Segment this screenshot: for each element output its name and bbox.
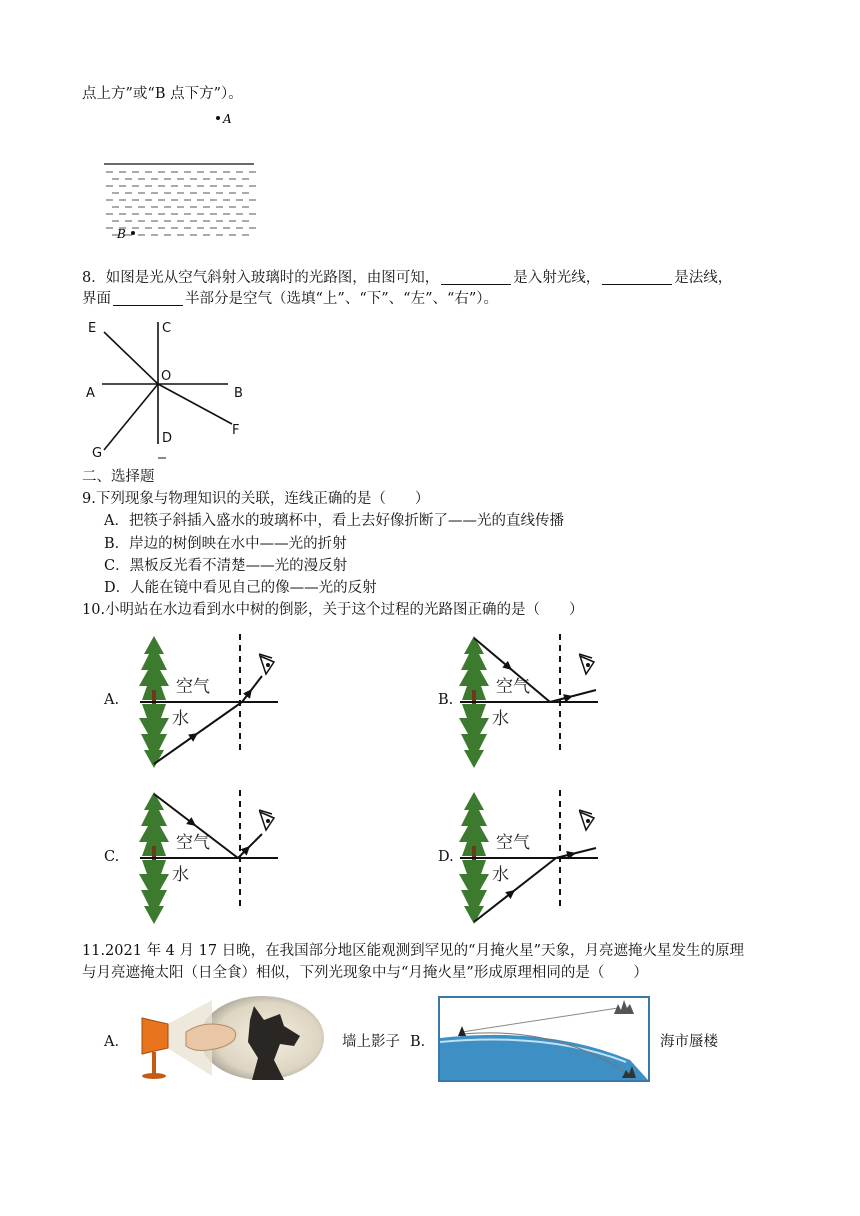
label-b: B [234,386,243,401]
label-water: 水 [172,865,189,885]
q10-diagram-c[interactable] [140,790,290,926]
fig8-refraction-diagram [82,318,262,468]
q10-diagram-b[interactable] [460,634,610,770]
q9-option-a[interactable]: A．把筷子斜插入盛水的玻璃杯中，看上去好像折断了——光的直线传播 [104,513,564,529]
eye-icon [579,654,594,674]
tree-trunk [152,846,156,858]
point-b-dot [131,231,135,235]
point-b-label: B [117,227,126,241]
point-a-dot [216,116,220,120]
water-dashes [106,172,256,235]
q8-text4: 界面 [82,291,111,307]
q7-tail: 点上方”或“B 点下方”）。 [82,86,243,102]
q11-line2: 与月亮遮掩太阳（日全食）相似，下列光现象中与“月掩火星”形成原理相同的是（ ） [82,965,648,981]
tree-reflection-icon [139,860,169,924]
q8-text5: 半部分是空气（选填“上”、“下”、“左”、“右”）。 [185,291,499,307]
tree-trunk [472,690,476,702]
lamp-base [142,1073,166,1079]
q10-stem: 10.小明站在水边看到水中树的倒影，关于这个过程的光路图正确的是（ ） [82,602,584,618]
mirage-image[interactable] [438,996,650,1082]
label-g: G [92,446,103,461]
lamp-stand [152,1052,156,1074]
q9-option-c[interactable]: C．黑板反光看不清楚——光的漫反射 [104,558,348,574]
label-water: 水 [492,709,509,729]
q10-label-a[interactable]: A. [104,692,120,708]
label-air: 空气 [176,677,210,697]
label-air: 空气 [176,833,210,853]
q8-line2 [82,289,498,309]
ray-eo [104,332,158,384]
label-o: O [161,369,172,384]
label-air: 空气 [496,677,530,697]
tree-reflection-icon [139,704,169,768]
q9-option-d[interactable]: D．人能在镜中看见自己的像——光的反射 [104,580,377,596]
tree-reflection-icon [459,704,489,768]
arrow-head [188,733,198,742]
label-water: 水 [172,709,189,729]
q11-caption-b: 海市蜃楼 [660,1034,718,1050]
q10-diagram-d[interactable] [460,790,610,926]
label-c: C [162,321,172,336]
label-f: F [232,423,240,438]
q11-line1: 11.2021 年 4 月 17 日晚，在我国部分地区能观测到罕见的“月掩火星”天象，月亮遮掩火星发生的原理 [82,943,745,959]
eye-icon [259,810,274,830]
q8-text1: 8．如图是光从空气斜射入玻璃时的光路图，由图可知， [82,270,440,286]
q9-option-b[interactable]: B．岸边的树倒映在水中——光的折射 [104,536,347,552]
q11-caption-a: 墙上影子 [342,1034,400,1050]
label-air: 空气 [496,833,530,853]
q9-stem: 9.下列现象与物理知识的关联，连线正确的是（ ） [82,491,430,507]
q10-diagram-a[interactable] [140,634,290,770]
tree-trunk [472,846,476,858]
tree-trunk [152,690,156,702]
point-a-label: A [223,112,232,126]
ray-of [158,384,232,424]
lamp-icon [142,1018,168,1054]
q11-label-a[interactable]: A． [104,1034,129,1050]
q10-label-c[interactable]: C. [104,849,120,865]
eye-icon [259,654,274,674]
label-d: D [162,431,173,446]
q11-label-b[interactable]: B． [410,1034,436,1050]
q8-blank3[interactable] [113,291,183,306]
q8-line1 [82,268,732,288]
ray-og [104,384,158,450]
q10-label-b[interactable]: B. [438,692,454,708]
label-water: 水 [492,865,509,885]
eye-icon [579,810,594,830]
q8-blank2[interactable] [602,270,672,285]
q8-blank1[interactable] [441,270,511,285]
shadow-puppet-image[interactable] [134,996,326,1082]
label-e: E [88,321,97,336]
q8-text2: 是入射光线， [513,270,601,286]
q8-text3: 是法线， [674,270,733,286]
q10-label-d[interactable]: D. [438,849,454,865]
section-title: 二、选择题 [82,469,155,485]
fig7-water-diagram [100,108,260,248]
label-a: A [86,386,95,401]
